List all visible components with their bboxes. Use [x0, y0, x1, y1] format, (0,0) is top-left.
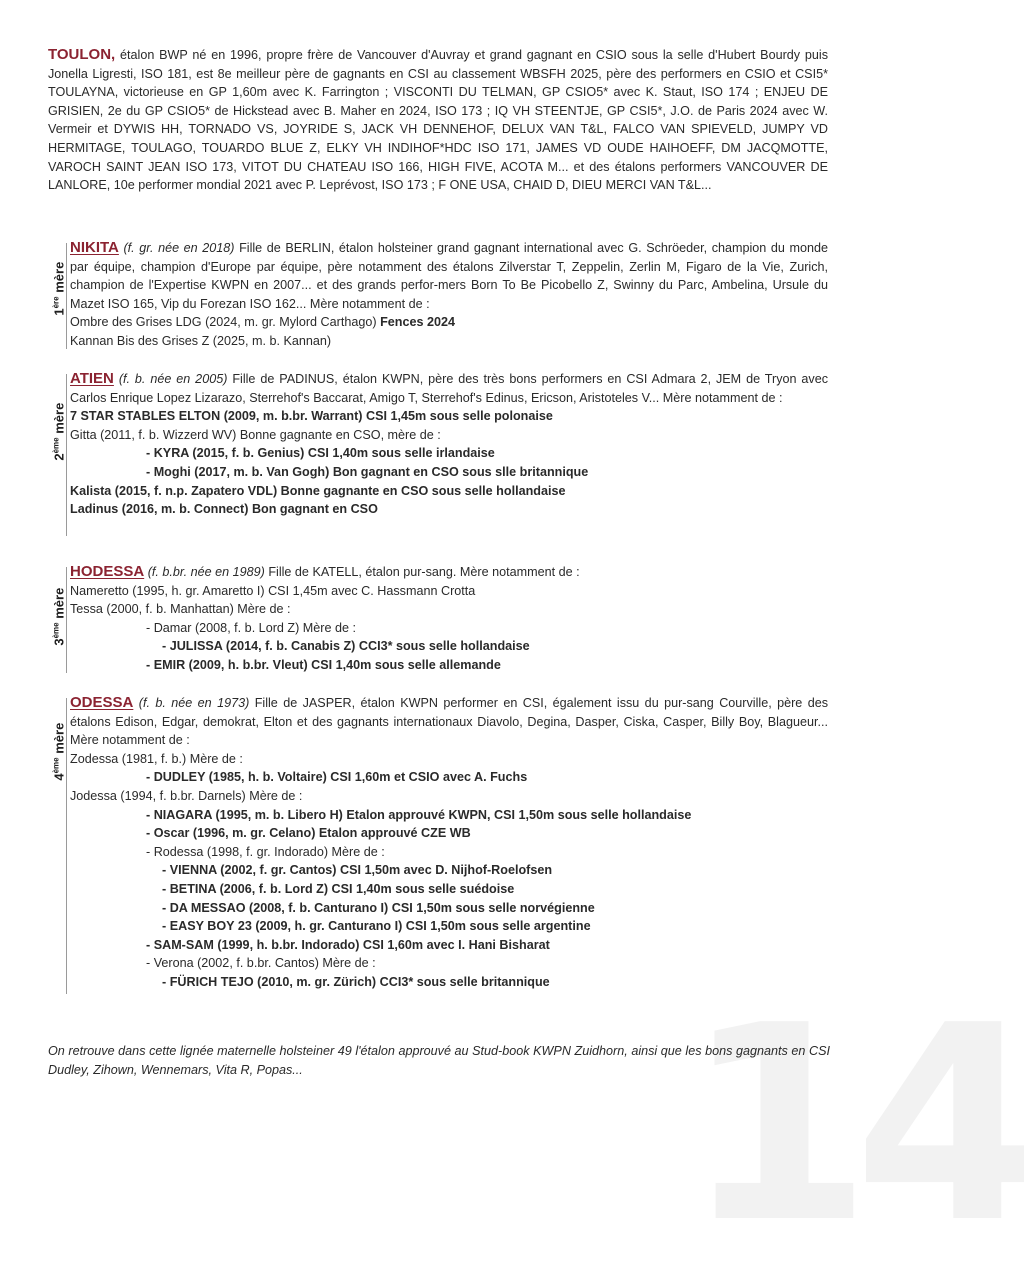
section-mother-3 [48, 563, 828, 678]
section-content [70, 370, 828, 519]
section-mother-2 [48, 370, 828, 540]
intro-paragraph [48, 46, 828, 195]
offspring-line: Jodessa (1994, f. b.br. Darnels) Mère de : [70, 788, 303, 803]
offspring-line: - Damar (2008, f. b. Lord Z) Mère de : [146, 620, 356, 635]
mother-detail: (f. gr. née en 2018) [123, 241, 235, 255]
offspring-line: - Oscar (1996, m. gr. Celano) Etalon approuvé CZE WB [146, 826, 471, 841]
offspring-line: - EASY BOY 23 (2009, h. gr. Canturano I) CSI 1,50m sous selle argentine [162, 919, 591, 934]
offspring-line: - Moghi (2017, m. b. Van Gogh) Bon gagnant en CSO sous slle britannique [146, 464, 589, 479]
closing-note: On retrouve dans cette lignée maternelle holsteiner 49 l'étalon approuvé au Stud-book KWPN Zuidhorn, ainsi que les bons gagnants en CSI Dudley, Zihown, Wennemars, Vita R, Popas... [48, 1044, 830, 1077]
mother-name: NIKITA [70, 239, 119, 256]
offspring-line: Ladinus (2016, m. b. Connect) Bon gagnant en CSO [70, 502, 378, 517]
section-content [70, 239, 828, 351]
offspring-line: - SAM-SAM (1999, h. b.br. Indorado) CSI 1,60m avec I. Hani Bisharat [146, 937, 550, 952]
section-label: 2ème mère [51, 402, 67, 461]
section-mother-1 [48, 239, 828, 354]
offspring-line: - DUDLEY (1985, h. b. Voltaire) CSI 1,60m et CSIO avec A. Fuchs [146, 770, 528, 785]
offspring-line: 7 STAR STABLES ELTON (2009, m. b.br. Warrant) CSI 1,45m sous selle polonaise [70, 409, 553, 424]
mother-description: Fille de BERLIN, étalon holsteiner grand gagnant international avec G. Schröeder, champion du monde par équipe, champion d'Europe par équipe, père notamment des étalons Zilverstar T, Zeppelin, Zerlin M, Figaro de la Vie, Zurich, champion de l'Expertise KWPN en 2007... et des grands perfor-mers Born To Be Picobello Z, Swinny du Parc, Ambelina, Ursule du Mazet ISO 165, Vip du Forezan ISO 162... Mère notamment de : [70, 241, 828, 311]
mother-detail: (f. b.br. née en 1989) [147, 565, 265, 579]
offspring-line: Kalista (2015, f. n.p. Zapatero VDL) Bonne gagnante en CSO sous selle hollandaise [70, 483, 566, 498]
offspring-line: Nameretto (1995, h. gr. Amaretto I) CSI 1,45m avec C. Hassmann Crotta [70, 583, 476, 598]
mother-description: Fille de KATELL, étalon pur-sang. Mère notamment de : [268, 565, 580, 579]
mother-name: ATIEN [70, 370, 114, 387]
offspring-line: Gitta (2011, f. b. Wizzerd WV) Bonne gagnante en CSO, mère de : [70, 427, 441, 442]
mother-name: HODESSA [70, 563, 145, 580]
offspring-line: - DA MESSAO (2008, f. b. Canturano I) CSI 1,50m sous selle norvégienne [162, 900, 595, 915]
mother-detail: (f. b. née en 1973) [138, 696, 250, 710]
mother-description: Fille de JASPER, étalon KWPN performer en CSI, également issu du pur-sang Courville, père des étalons Edison, Edgar, demokrat, Elton et des gagnants internationaux Diavolo, Degina, Dasper, Ciska, Casper, Billy Boy, Blagueur... Mère notamment de : [70, 696, 829, 748]
offspring-line: - FÜRICH TEJO (2010, m. gr. Zürich) CCI3* sous selle britannique [162, 974, 550, 989]
offspring-line: - BETINA (2006, f. b. Lord Z) CSI 1,40m sous selle suédoise [162, 881, 515, 896]
offspring-line: - KYRA (2015, f. b. Genius) CSI 1,40m sous selle irlandaise [146, 446, 495, 461]
offspring-line: - NIAGARA (1995, m. b. Libero H) Etalon approuvé KWPN, CSI 1,50m sous selle hollandaise [146, 807, 692, 822]
offspring-line: - JULISSA (2014, f. b. Canabis Z) CCI3* sous selle hollandaise [162, 639, 530, 654]
section-label: 4ème mère [51, 722, 67, 781]
mother-description: Fille de PADINUS, étalon KWPN, père des très bons performers en CSI Admara 2, JEM de Tryon avec Carlos Enrique Lopez Lizarazo, Sterrehof's Baccarat, Amigo T, Sterrehof's Edinus, Ericson, Aristoteles V... Mère notamment de : [70, 372, 829, 405]
section-content [70, 563, 828, 675]
offspring-line: - VIENNA (2002, f. gr. Cantos) CSI 1,50m avec D. Nijhof-Roelofsen [162, 863, 553, 878]
offspring-line: Tessa (2000, f. b. Manhattan) Mère de : [70, 602, 291, 617]
offspring-line: - EMIR (2009, h. b.br. Vleut) CSI 1,40m sous selle allemande [146, 657, 501, 672]
sire-name: TOULON, [48, 46, 116, 63]
offspring-line: Zodessa (1981, f. b.) Mère de : [70, 751, 243, 766]
page-number: 14 [684, 967, 1024, 1282]
section-content [70, 694, 828, 992]
offspring-line: - Verona (2002, f. b.br. Cantos) Mère de : [146, 956, 376, 971]
section-label: 3ème mère [51, 587, 67, 646]
section-mother-4 [48, 694, 828, 998]
offspring-line: Kannan Bis des Grises Z (2025, m. b. Kannan) [70, 333, 332, 348]
offspring-line: Ombre des Grises LDG (2024, m. gr. Mylord Carthago) Fences 2024 [70, 315, 455, 330]
section-label: 1ère mère [51, 261, 67, 316]
offspring-line: - Rodessa (1998, f. gr. Indorado) Mère de : [146, 844, 385, 859]
mother-name: ODESSA [70, 694, 134, 711]
mother-detail: (f. b. née en 2005) [118, 372, 228, 386]
intro-text: étalon BWP né en 1996, propre frère de Vancouver d'Auvray et grand gagnant en CSIO sous la selle d'Hubert Bourdy puis Jonella Ligresti, ISO 181, est 8e meilleur père de gagnants en CSI au classement WBSFH 2025, père des performers en CSIO et CSI5* TOULAYNA, victorieuse en GP 1,60m avec K. Farrington ; VISCONTI DU TELMAN, GP CSIO5* avec K. Staut, ISO 174 ; ENJEU DE GRISIEN, 2e du GP CSIO5* de Hickstead avec B. Maher en 2024, ISO 173 ; IQ VH STEENTJE, GP CSI5*, J.O. de Paris 2024 avec W. Vermeir et DYWIS HH, TORNADO VS, JOYRIDE S, JACK VH DENNEHOF, DELUX VAN T&L, FALCO VAN SPIEVELD, JUMPY VD HERMITAGE, TOULAGO, TOUARDO BLUE Z, ELKY VH INDIHOF*HDC ISO 171, JAMES VD OUDE HAIHOEFF, DM JACQMOTTE, VAROCH SAINT JEAN ISO 173, VITOT DU CHATEAU ISO 166, HIGH FIVE, ACOTA M... et des étalons performers VANCOUVER DE LANLORE, 10e performer mondial 2021 avec P. Leprévost, ISO 173 ; F ONE USA, CHAID D, DIEU MERCI VAN T&L... [48, 48, 828, 193]
